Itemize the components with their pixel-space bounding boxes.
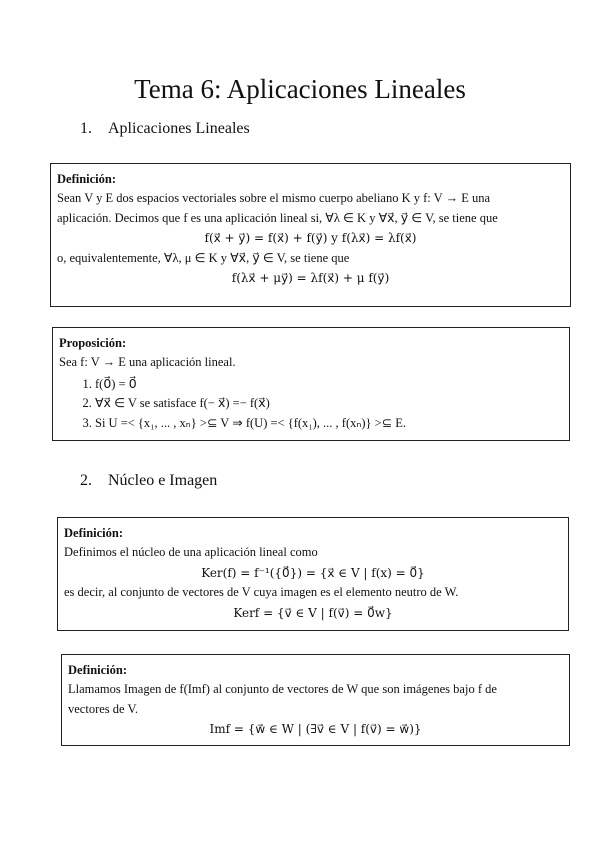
section-heading-2 <box>80 472 217 490</box>
definition-text-line: vectores de V. <box>68 701 139 716</box>
section-number: 1. <box>80 120 92 137</box>
definition-heading: Definición: <box>57 172 117 186</box>
list-item: 3. Si U =< {x₁, ... , xₙ} >⊆ V ⇒ f(U) =< {f(x₁), ... , f(xₙ)} >⊆ E. <box>95 414 563 433</box>
definition-box-kernel <box>57 517 569 631</box>
section-number: 2. <box>80 472 92 489</box>
section-label: Aplicaciones Lineales <box>108 120 250 137</box>
proposition-box <box>52 327 570 441</box>
definition-text-line: Definimos el núcleo de una aplicación lineal como <box>64 545 318 560</box>
definition-text-line: Llamamos Imagen de f(Imf) al conjunto de vectores de W que son imágenes bajo f de <box>68 682 497 697</box>
definition-text-line: es decir, al conjunto de vectores de V cuya imagen es el elemento neutro de W. <box>64 585 459 600</box>
proposition-list <box>59 375 563 433</box>
definition-text-line: Sean V y E dos espacios vectoriales sobre el mismo cuerpo abeliano K y f: V → E una <box>57 191 491 206</box>
equation: f(λx⃗ + μy⃗) = λf(x⃗) + μ f(y⃗) <box>231 271 390 286</box>
section-heading-1 <box>80 120 250 138</box>
equation: Ker(f) = f⁻¹({0⃗}) = {x⃗ ∈ V | f(x) = 0⃗} <box>201 565 425 580</box>
definition-text-line: aplicación. Decimos que f es una aplicación lineal si, ∀λ ∈ K y ∀x⃗, y⃗ ∈ V, se tiene que <box>57 210 498 225</box>
list-item: 2. ∀x⃗ ∈ V se satisface f(− x⃗) =− f(x⃗) <box>95 394 563 413</box>
equation: f(x⃗ + y⃗) = f(x⃗) + f(y⃗) y f(λx⃗) = λf(x⃗) <box>204 231 417 246</box>
definition-heading: Definición: <box>68 663 128 677</box>
proposition-heading: Proposición: <box>59 336 127 350</box>
equation: Kerf = {v⃗ ∈ V | f(v⃗) = 0⃗w} <box>233 605 393 620</box>
definition-box-image <box>61 654 570 746</box>
list-item: 1. f(0⃗) = 0⃗ <box>95 375 563 394</box>
equation: Imf = {w⃗ ∈ W | (∃v⃗ ∈ V | f(v⃗) = w⃗)} <box>209 722 422 737</box>
page-title: Tema 6: Aplicaciones Lineales <box>134 74 466 104</box>
proposition-intro: Sea f: V → E una aplicación lineal. <box>59 355 236 370</box>
definition-box-linear-map <box>50 163 571 307</box>
definition-text-line: o, equivalentemente, ∀λ, μ ∈ K y ∀x⃗, y⃗ ∈ V, se tiene que <box>57 250 350 265</box>
section-label: Núcleo e Imagen <box>108 472 218 489</box>
definition-heading: Definición: <box>64 526 124 540</box>
